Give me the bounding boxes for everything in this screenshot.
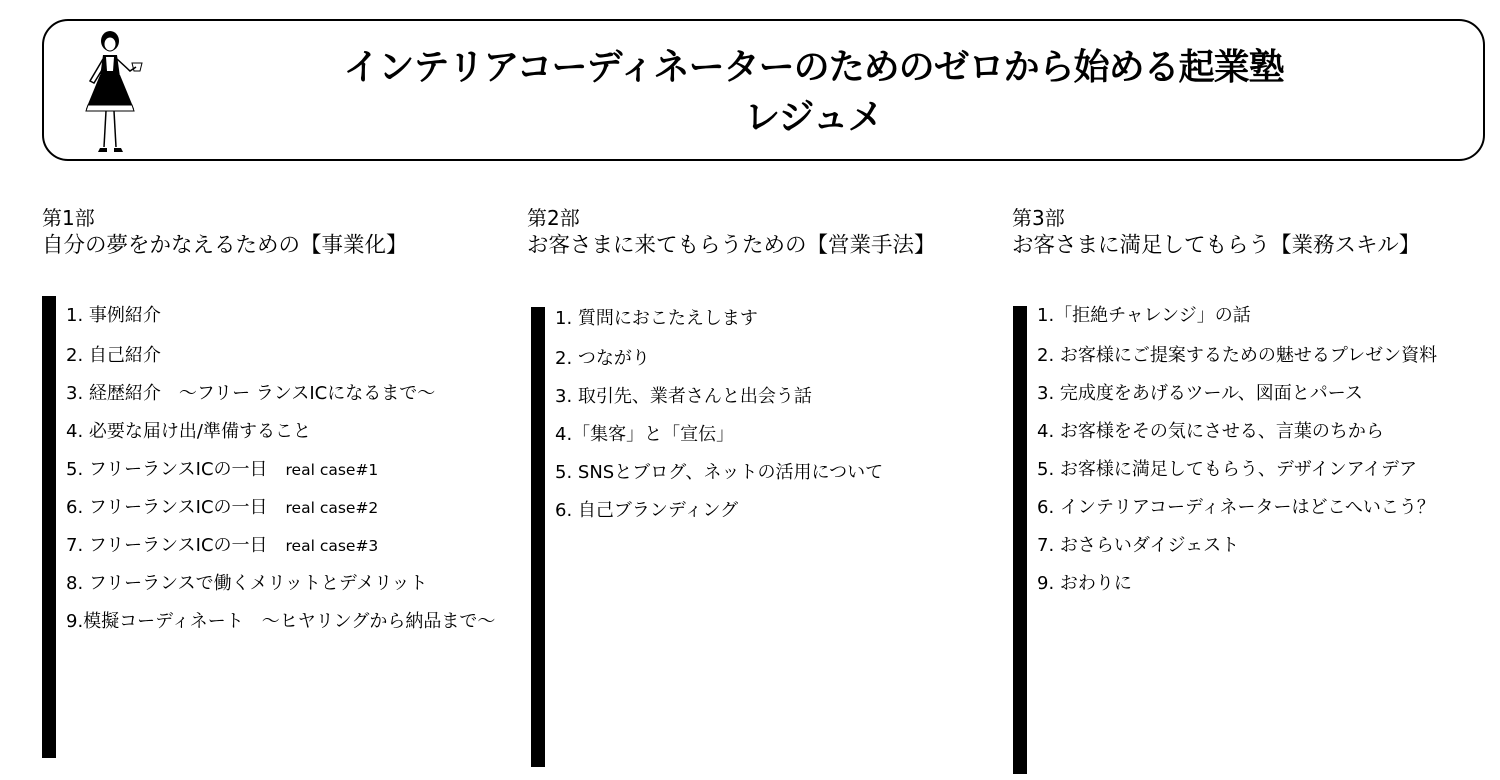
part-2-heading: [527, 205, 936, 261]
list-item: 7. おさらいダイジェスト: [1037, 535, 1240, 556]
list-item: 5. SNSとブログ、ネットの活用について: [555, 462, 884, 483]
case-label: real case#3: [285, 537, 379, 555]
maid-illustration: [70, 27, 150, 157]
list-item: 3. 完成度をあげるツール、図面とパース: [1037, 383, 1363, 404]
page-title: [164, 43, 1463, 143]
list-item: 2. 自己紹介: [66, 345, 161, 366]
list-item: 1. 事例紹介: [66, 305, 161, 326]
list-item: 9.模擬コーディネート ～ヒヤリングから納品まで～: [66, 611, 496, 632]
list-item: 2. お客様にご提案するための魅せるプレゼン資料: [1037, 345, 1438, 366]
part-1-heading: [42, 205, 408, 261]
list-item: 4. 必要な届け出/準備すること: [66, 421, 311, 442]
case-label: real case#2: [285, 499, 379, 517]
list-item: 1. 質問におこたえします: [555, 308, 758, 329]
header-banner: [42, 19, 1485, 161]
list-item: 5. フリーランスICの一日 real case#1: [66, 459, 379, 480]
part-2-bar: [531, 307, 545, 767]
list-item: 3. 取引先、業者さんと出会う話: [555, 386, 812, 407]
part-3-heading: [1012, 205, 1420, 261]
part-3-bar: [1013, 306, 1027, 774]
list-item: 8. フリーランスで働くメリットとデメリット: [66, 573, 428, 594]
part-number: 第3部: [1012, 206, 1065, 230]
list-item: 4.「集客」と「宣伝」: [555, 424, 735, 445]
part-1-list: [66, 301, 495, 641]
case-label: real case#1: [285, 461, 379, 479]
list-item: 7. フリーランスICの一日 real case#3: [66, 535, 379, 556]
list-item: 6. インテリアコーディネーターはどこへいこう？: [1037, 497, 1435, 518]
part-title: お客さまに来てもらうための【営業手法】: [527, 233, 936, 258]
list-item: 1.「拒絶チャレンジ」の話: [1037, 305, 1251, 326]
part-title: 自分の夢をかなえるための【事業化】: [42, 233, 408, 258]
title-line-2: レジュメ: [744, 97, 883, 138]
part-number: 第1部: [42, 206, 95, 230]
part-3-list: [1037, 301, 1437, 603]
list-item: 6. フリーランスICの一日 real case#2: [66, 497, 379, 518]
title-line-1: インテリアコーディネーターのためのゼロから始める起業塾: [343, 47, 1284, 88]
list-item: 3. 経歴紹介 ～フリー ランスICになるまで～: [66, 383, 436, 404]
list-item: 4. お客様をその気にさせる、言葉のちから: [1037, 421, 1384, 442]
part-1-bar: [42, 296, 56, 758]
part-number: 第2部: [527, 206, 580, 230]
list-item: 6. 自己ブランディング: [555, 500, 739, 521]
list-item: 9. おわりに: [1037, 573, 1132, 594]
part-2-list: [555, 304, 883, 530]
part-title: お客さまに満足してもらう【業務スキル】: [1012, 233, 1421, 258]
list-item: 2. つながり: [555, 348, 650, 369]
list-item: 5. お客様に満足してもらう、デザインアイデア: [1037, 459, 1418, 480]
